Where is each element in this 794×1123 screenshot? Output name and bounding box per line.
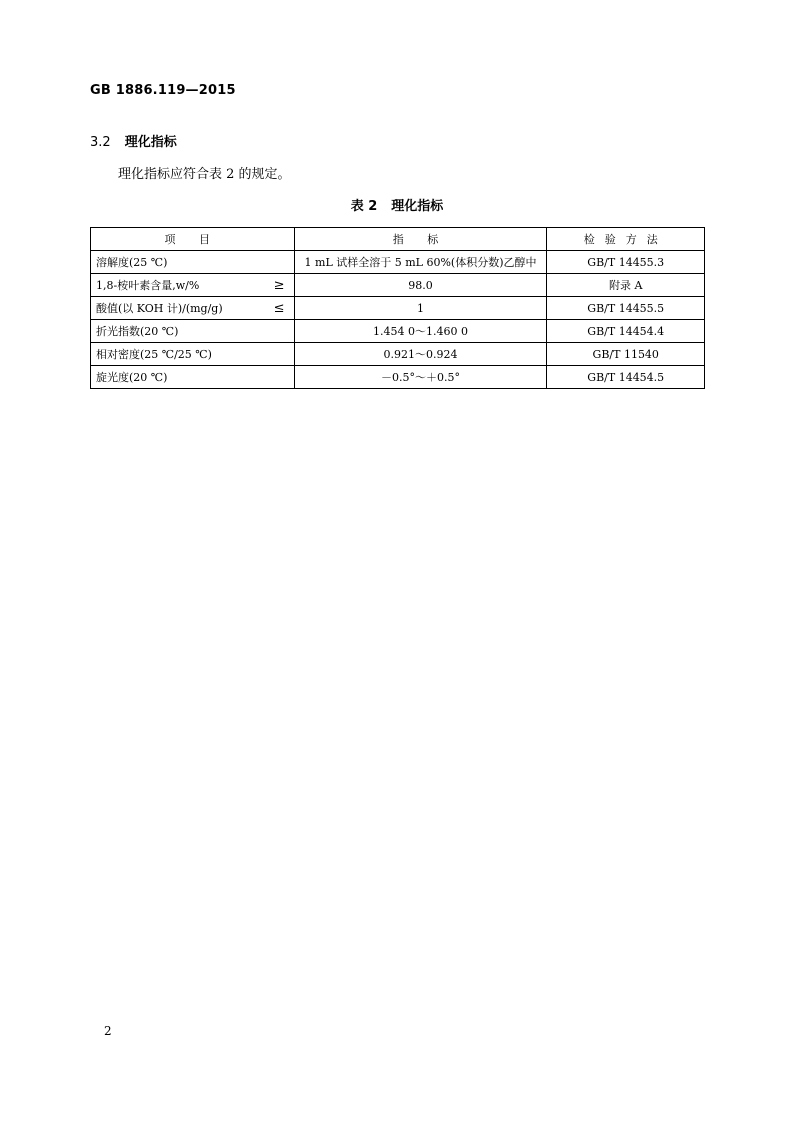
row-item: 相对密度(25 ℃/25 ℃) bbox=[96, 348, 212, 361]
section-title: 理化指标 bbox=[124, 135, 177, 150]
table-row bbox=[91, 320, 705, 343]
row-item-cell bbox=[91, 320, 295, 343]
row-method: GB/T 14454.5 bbox=[547, 366, 705, 389]
table-caption-title: 理化指标 bbox=[391, 199, 444, 214]
row-item: 酸值(以 KOH 计)/(mg/g) bbox=[96, 302, 223, 315]
table-header-row bbox=[91, 228, 705, 251]
row-item: 溶解度(25 ℃) bbox=[96, 256, 168, 269]
row-value: 0.921～0.924 bbox=[294, 343, 547, 366]
column-header-item: 项 目 bbox=[91, 228, 295, 251]
row-value: 1.454 0～1.460 0 bbox=[294, 320, 547, 343]
standard-code: GB 1886.119—2015 bbox=[90, 83, 236, 98]
table-row bbox=[91, 343, 705, 366]
row-method: GB/T 11540 bbox=[547, 343, 705, 366]
column-header-value: 指 标 bbox=[294, 228, 547, 251]
row-method: GB/T 14455.3 bbox=[547, 251, 705, 274]
table-caption-number: 表 2 bbox=[350, 199, 378, 214]
row-item: 1,8-桉叶素含量,w/% bbox=[96, 279, 200, 292]
row-item-cell bbox=[91, 251, 295, 274]
section-heading bbox=[90, 131, 177, 150]
row-item-cell bbox=[91, 366, 295, 389]
table-row bbox=[91, 274, 705, 297]
row-item-cell bbox=[91, 297, 295, 320]
table-caption bbox=[0, 195, 794, 214]
section-number: 3.2 bbox=[90, 135, 111, 150]
row-item-cell bbox=[91, 343, 295, 366]
table-row bbox=[91, 251, 705, 274]
row-comparator: ≥ bbox=[273, 277, 285, 293]
row-value: 1 mL 试样全溶于 5 mL 60%(体积分数)乙醇中 bbox=[294, 251, 547, 274]
row-value: 1 bbox=[294, 297, 547, 320]
row-value: －0.5°～＋0.5° bbox=[294, 366, 547, 389]
row-item: 折光指数(20 ℃) bbox=[96, 325, 179, 338]
body-paragraph: 理化指标应符合表 2 的规定。 bbox=[118, 167, 291, 182]
spec-table bbox=[90, 227, 705, 389]
row-comparator: ≤ bbox=[273, 300, 285, 316]
row-value: 98.0 bbox=[294, 274, 547, 297]
row-method: GB/T 14455.5 bbox=[547, 297, 705, 320]
row-method: GB/T 14454.4 bbox=[547, 320, 705, 343]
row-item-cell bbox=[91, 274, 295, 297]
column-header-method: 检验方法 bbox=[547, 228, 705, 251]
row-item: 旋光度(20 ℃) bbox=[96, 371, 168, 384]
table-row bbox=[91, 366, 705, 389]
row-method: 附录 A bbox=[547, 274, 705, 297]
table-row bbox=[91, 297, 705, 320]
page-number: 2 bbox=[104, 1024, 112, 1038]
